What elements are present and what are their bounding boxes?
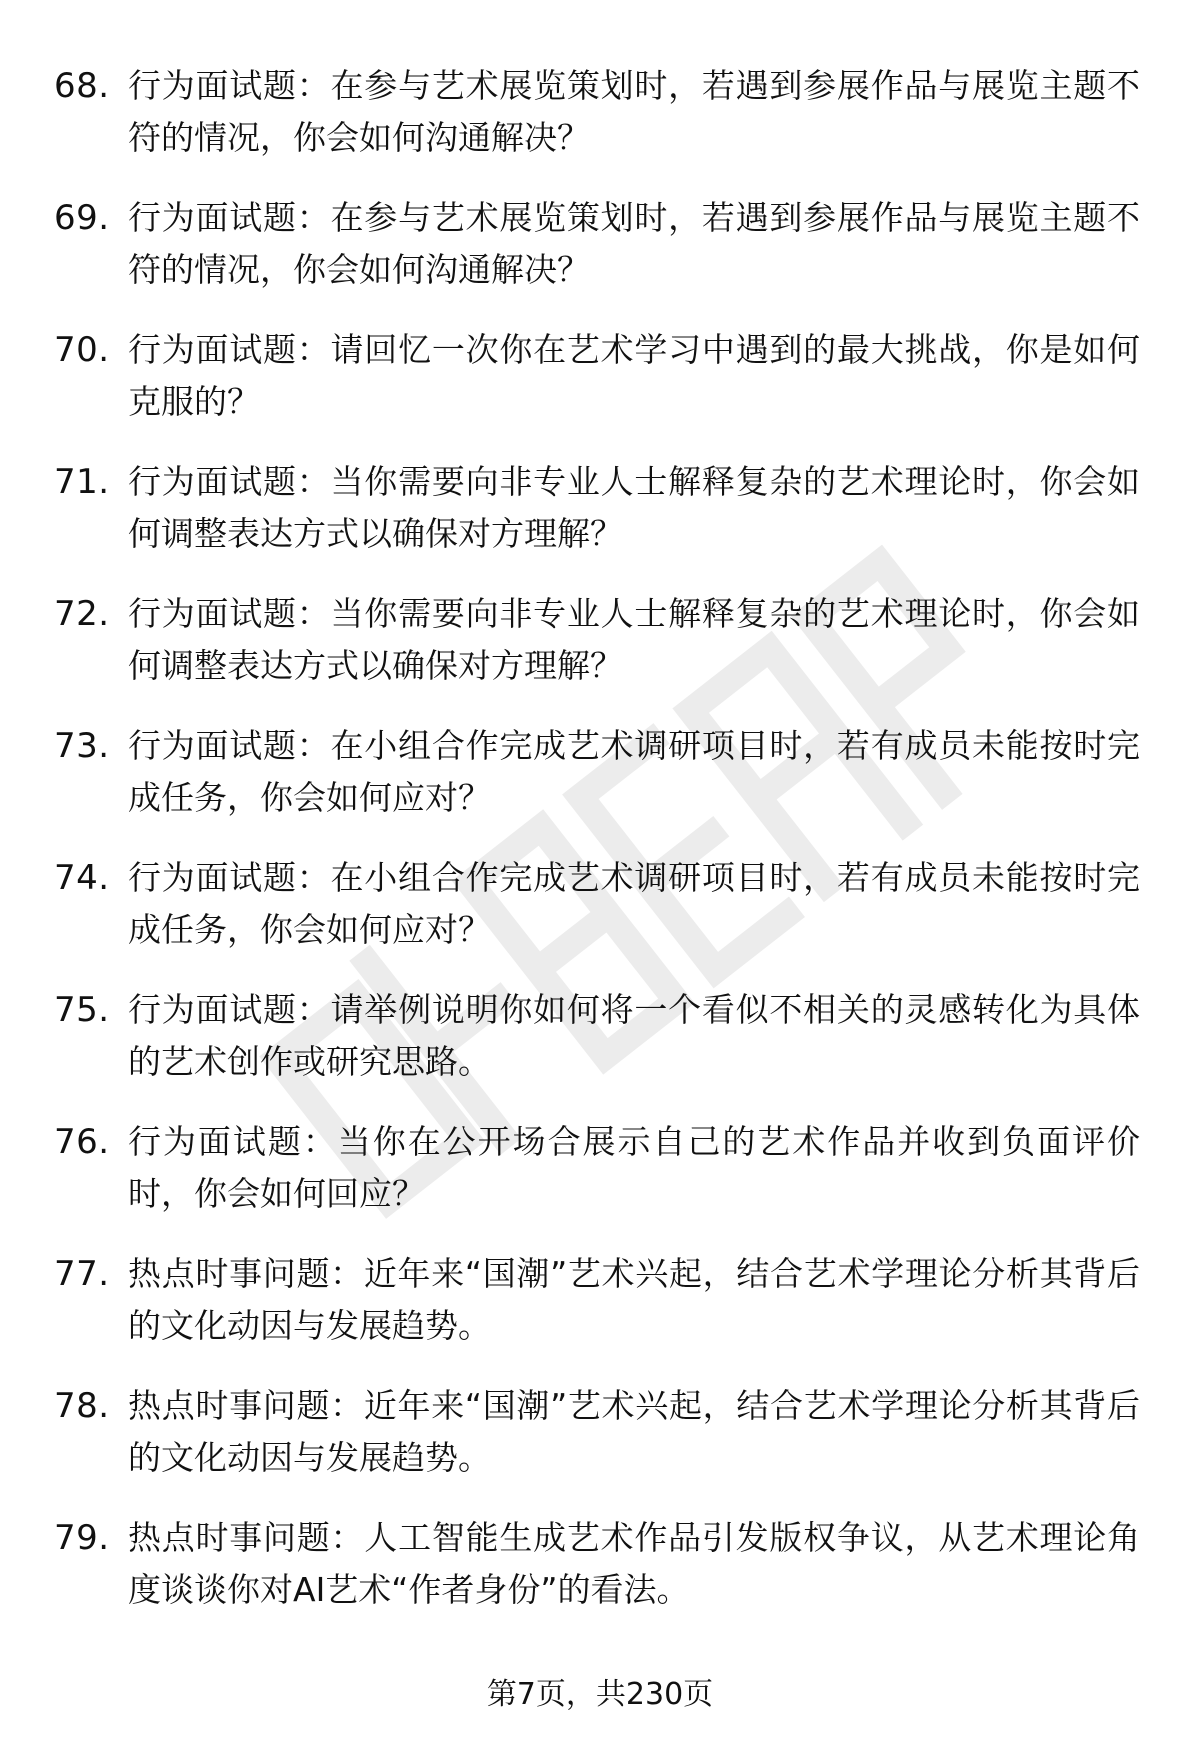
question-number: 71. [54, 462, 110, 502]
question-item-69 [0, 192, 1200, 300]
question-number: 70. [54, 330, 110, 370]
question-item-79 [0, 1512, 1200, 1620]
question-item-74 [0, 852, 1200, 960]
question-text: 行为面试题：当你需要向非专业人士解释复杂的艺术理论时，你会如何调整表达方式以确保对方理解？ [128, 462, 1140, 553]
question-text: 行为面试题：在参与艺术展览策划时，若遇到参展作品与展览主题不符的情况，你会如何沟通解决？ [128, 66, 1140, 157]
question-text: 行为面试题：请回忆一次你在艺术学习中遇到的最大挑战，你是如何克服的？ [128, 330, 1140, 421]
question-text: 行为面试题：在小组合作完成艺术调研项目时，若有成员未能按时完成任务，你会如何应对？ [128, 858, 1140, 949]
question-text: 行为面试题：请举例说明你如何将一个看似不相关的灵感转化为具体的艺术创作或研究思路。 [128, 990, 1140, 1081]
question-text: 热点时事问题：近年来“国潮”艺术兴起，结合艺术学理论分析其背后的文化动因与发展趋势。 [128, 1254, 1140, 1345]
question-number: 69. [54, 198, 110, 238]
question-number: 78. [54, 1386, 110, 1426]
question-number: 73. [54, 726, 110, 766]
question-number: 75. [54, 990, 110, 1030]
question-item-68 [0, 60, 1200, 168]
question-number: 68. [54, 66, 110, 106]
question-item-73 [0, 720, 1200, 828]
question-item-71 [0, 456, 1200, 564]
question-item-77 [0, 1248, 1200, 1356]
question-number: 79. [54, 1518, 110, 1558]
question-item-78 [0, 1380, 1200, 1488]
question-item-70 [0, 324, 1200, 432]
question-item-75 [0, 984, 1200, 1092]
question-item-72 [0, 588, 1200, 696]
question-text: 热点时事问题：人工智能生成艺术作品引发版权争议，从艺术理论角度谈谈你对AI艺术“作者身份”的看法。 [128, 1518, 1140, 1609]
question-text: 行为面试题：当你需要向非专业人士解释复杂的艺术理论时，你会如何调整表达方式以确保对方理解？ [128, 594, 1140, 685]
question-item-76 [0, 1116, 1200, 1224]
question-text: 行为面试题：在小组合作完成艺术调研项目时，若有成员未能按时完成任务，你会如何应对？ [128, 726, 1140, 817]
question-list [0, 60, 1200, 1644]
question-number: 74. [54, 858, 110, 898]
page-footer: 第7页，共230页 [486, 1677, 714, 1712]
question-text: 行为面试题：当你在公开场合展示自己的艺术作品并收到负面评价时，你会如何回应？ [128, 1122, 1140, 1213]
question-number: 77. [54, 1254, 110, 1294]
question-number: 76. [54, 1122, 110, 1162]
question-number: 72. [54, 594, 110, 634]
question-text: 行为面试题：在参与艺术展览策划时，若遇到参展作品与展览主题不符的情况，你会如何沟通解决？ [128, 198, 1140, 289]
question-text: 热点时事问题：近年来“国潮”艺术兴起，结合艺术学理论分析其背后的文化动因与发展趋势。 [128, 1386, 1140, 1477]
